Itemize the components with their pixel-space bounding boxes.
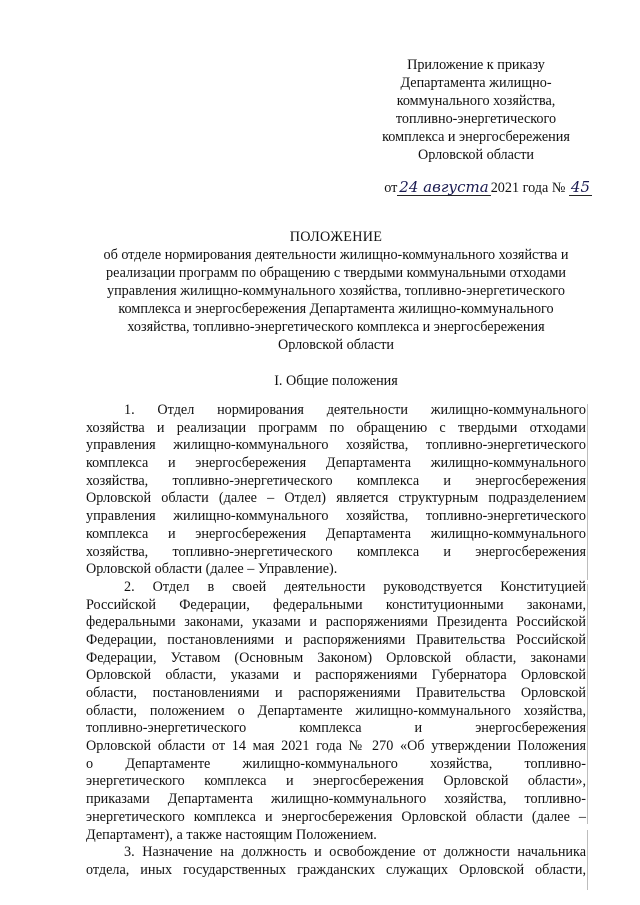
body-line: приказами Департамента жилищно-коммунального хозяйства, топливно- <box>86 791 586 808</box>
body-line: комплекса и энергосбережения Департамента жилищно-коммунального <box>86 455 586 472</box>
body-line: 1. Отдел нормирования деятельности жилищно-коммунального <box>124 402 586 418</box>
body-line: хозяйства, топливно-энергетического комплекса и энергосбережения <box>86 543 586 560</box>
body-line: 3. Назначение на должность и освобождение от должности начальника <box>124 844 586 861</box>
title-line-5: хозяйства, топливно-энергетического комплекса и энергосбережения <box>127 319 545 335</box>
body-line: области, положением о Департаменте жилищно-коммунального хозяйства, <box>86 702 586 719</box>
appendix-line-5: комплекса и энергосбережения <box>382 129 570 145</box>
title-line-3: управления жилищно-коммунального хозяйства, топливно-энергетического <box>107 283 565 299</box>
body-line: федеральными законами, указами и распоряжениями Президента Российской <box>86 614 586 631</box>
appendix-line-2: Департамента жилищно- <box>400 75 552 91</box>
title-line-4: комплекса и энергосбережения Департамента жилищно-коммунального <box>118 301 554 317</box>
body-line: о Департаменте жилищно-коммунального хозяйства, топливно- <box>86 755 586 772</box>
body-line: Федерации, Уставом (Основным Законом) Орловской области, законами <box>86 649 586 666</box>
body-line: хозяйства и реализации программ по обращению с твердыми отходами <box>86 419 586 436</box>
document-title: ПОЛОЖЕНИЕ <box>289 229 383 245</box>
body-line: Орловской области, указами и распоряжениями Губернатора Орловской <box>86 667 586 684</box>
scan-margin-line <box>587 830 588 890</box>
order-date-number <box>342 178 592 198</box>
title-line-1: об отделе нормирования деятельности жилищно-коммунального хозяйства и <box>103 247 569 263</box>
document-title-block <box>86 228 586 354</box>
appendix-line-3: коммунального хозяйства, <box>396 93 556 109</box>
body-line: Орловской области (далее – Управление). <box>86 561 338 578</box>
title-line-6: Орловской области <box>277 337 395 353</box>
body-line: управления жилищно-коммунального хозяйства, топливно-энергетического <box>86 508 586 525</box>
scan-margin-line <box>587 404 588 580</box>
body-line: отдела, иных государственных гражданских служащих Орловской области, <box>86 861 586 878</box>
body-line: Орловской области от 14 мая 2021 года № 270 «Об утверждении Положения <box>86 738 586 755</box>
handwritten-number: 45 <box>570 178 590 196</box>
body-line: управления жилищно-коммунального хозяйства, топливно-энергетического <box>86 437 586 454</box>
body-line: Департамент), а также настоящим Положением. <box>86 826 377 843</box>
handwritten-date: 24 августа <box>399 178 489 196</box>
body-line: топливно-энергетического комплекса и энергосбережения <box>86 720 586 737</box>
order-prefix: от <box>384 180 398 196</box>
order-year-text: 2021 года № <box>490 180 566 196</box>
title-line-2: реализации программ по обращению с твердыми коммунальными отходами <box>106 265 566 281</box>
scan-margin-line <box>587 584 588 824</box>
body-line: 2. Отдел в своей деятельности руководствуется Конституцией <box>124 578 586 595</box>
appendix-line-4: топливно-энергетического <box>395 111 557 127</box>
body-line: энергетического комплекса и энергосбережения Орловской области», <box>86 773 586 790</box>
body-line: энергетического комплекса и энергосбережения Орловской области (далее – <box>86 808 586 825</box>
appendix-line-6: Орловской области <box>417 147 535 163</box>
appendix-line-1: Приложение к приказу <box>407 57 545 73</box>
body-line: комплекса и энергосбережения Департамента жилищно-коммунального <box>86 525 586 542</box>
body-line: хозяйства, топливно-энергетического комплекса и энергосбережения <box>86 472 586 489</box>
body-line: области, постановлениями и распоряжениями Правительства Орловской <box>86 685 586 701</box>
document-body <box>86 402 586 880</box>
body-line: Федерации, постановлениями и распоряжениями Правительства Российской <box>86 631 586 648</box>
appendix-header <box>360 56 592 164</box>
section-heading: I. Общие положения <box>274 373 398 389</box>
body-line: Орловской области (далее – Отдел) является структурным подразделением <box>86 490 586 507</box>
body-line: Российской Федерации, федеральными конституционными законами, <box>86 596 586 613</box>
